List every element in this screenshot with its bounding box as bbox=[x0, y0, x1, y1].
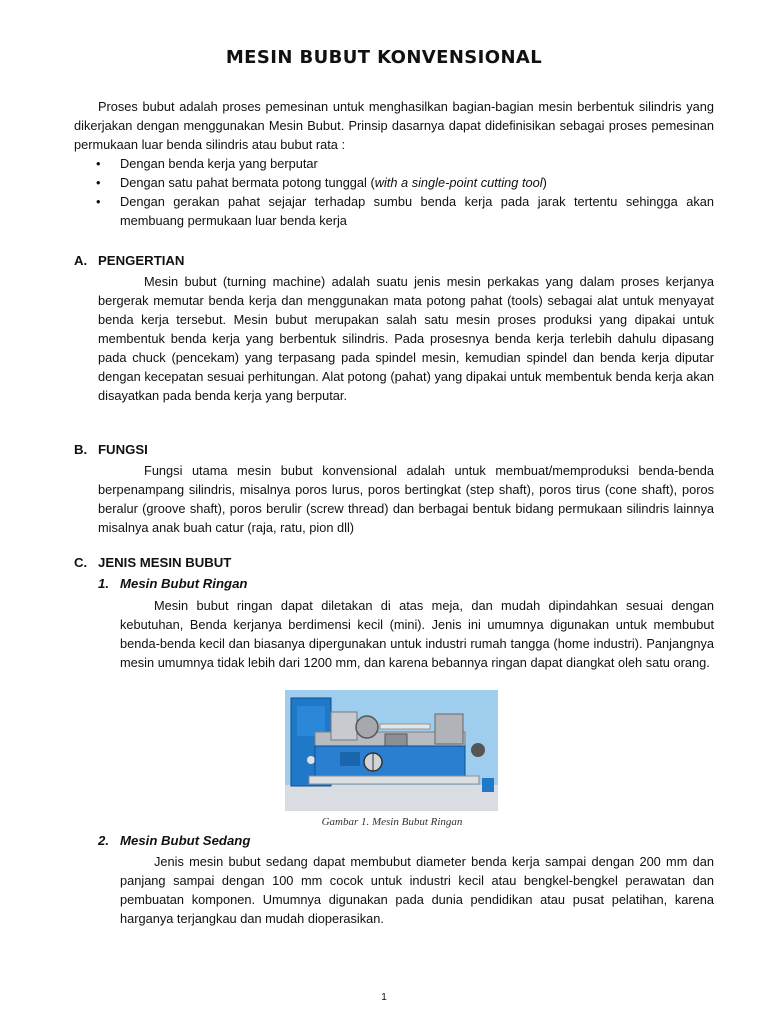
page-number: 1 bbox=[381, 992, 387, 1003]
subsection-2-paragraph: Jenis mesin bubut sedang dapat membubut diameter benda kerja sampai dengan 200 mm dan panjang sampai dengan 100 mm cocok untuk industri kecil atau bengkel-bengkel perawatan dan pembuatan komponen. Umumnya digunakan pada dunia pendidikan atau pusat pelatihan, karena harganya terjangkau dan mudah dioperasikan. bbox=[120, 854, 714, 926]
subsection-1-paragraph: Mesin bubut ringan dapat diletakan di atas meja, dan mudah dipindahkan sesuai dengan kebutuhan, Benda kerjanya berdimensi kecil (mini). Jenis ini umumnya digunakan untuk membubut benda-benda kecil dan biasanya dipergunakan untuk industri rumah tangga (home industri). Panjangnya mesin umumnya tidak lebih dari 1200 mm, dan karena bebannya ringan dapat diangkat oleh satu orang. bbox=[120, 598, 714, 670]
section-b-heading: B. FUNGSI bbox=[74, 442, 148, 457]
list-item: • Dengan gerakan pahat sejajar terhadap sumbu benda kerja pada jarak tertentu sehingga akan membuang permukaan luar benda kerja bbox=[96, 194, 714, 228]
intro-paragraph: Proses bubut adalah proses pemesinan untuk menghasilkan bagian-bagian mesin berbentuk silindris yang dikerjakan dengan menggunakan Mesin Bubut. Prinsip dasarnya dapat didefinisikan sebagai proses pemesinan permukaan luar benda silindris atau bubut rata : bbox=[74, 99, 714, 152]
section-c-heading: C. JENIS MESIN BUBUT bbox=[74, 555, 232, 570]
section-a-paragraph: Mesin bubut (turning machine) adalah suatu jenis mesin perkakas yang dalam proses kerjanya bergerak memutar benda kerja dan menggunakan mata potong pahat (tools) sebagai alat untuk menyayat benda kerja tersebut. Mesin bubut merupakan salah satu mesin proses produksi yang dipakai untuk membentuk benda kerja yang berbentuk silindris. Pada prosesnya benda kerja terlebih dahulu dipasang pada chuck (pencekam) yang terpasang pada spindel mesin, kemudian spindel dan benda kerja diputar dengan kecepatan sesuai perhitungan. Alat potong (pahat) yang dipakai untuk membentuk benda kerja akan disayatkan pada benda kerja yang berputar. bbox=[98, 274, 714, 403]
subsection-1-heading: 1. Mesin Bubut Ringan bbox=[98, 576, 248, 591]
document-title: MESIN BUBUT KONVENSIONAL bbox=[225, 47, 543, 68]
subsection-2-heading: 2. Mesin Bubut Sedang bbox=[98, 833, 251, 848]
list-item: • Dengan benda kerja yang berputar bbox=[96, 156, 318, 171]
bullet-icon: • bbox=[96, 175, 101, 190]
section-a-heading: A. PENGERTIAN bbox=[74, 253, 185, 268]
bullet-icon: • bbox=[96, 194, 101, 209]
bullet-list bbox=[74, 154, 714, 230]
lathe-machine-image bbox=[285, 690, 498, 811]
list-item: • Dengan satu pahat bermata potong tunggal (with a single-point cutting tool) bbox=[96, 175, 547, 190]
bullet-icon: • bbox=[96, 156, 101, 171]
section-b-paragraph: Fungsi utama mesin bubut konvensional adalah untuk membuat/memproduksi benda-benda berpenampang silindris, misalnya poros lurus, poros bertingkat (step shaft), poros tirus (cone shaft), poros beralur (groove shaft), poros berulir (screw thread) dan berbagai bentuk bidang permukaan silindris lainnya misalnya anak buah catur (raja, ratu, pion dll) bbox=[98, 463, 714, 535]
figure-caption: Gambar 1. Mesin Bubut Ringan bbox=[321, 816, 463, 828]
